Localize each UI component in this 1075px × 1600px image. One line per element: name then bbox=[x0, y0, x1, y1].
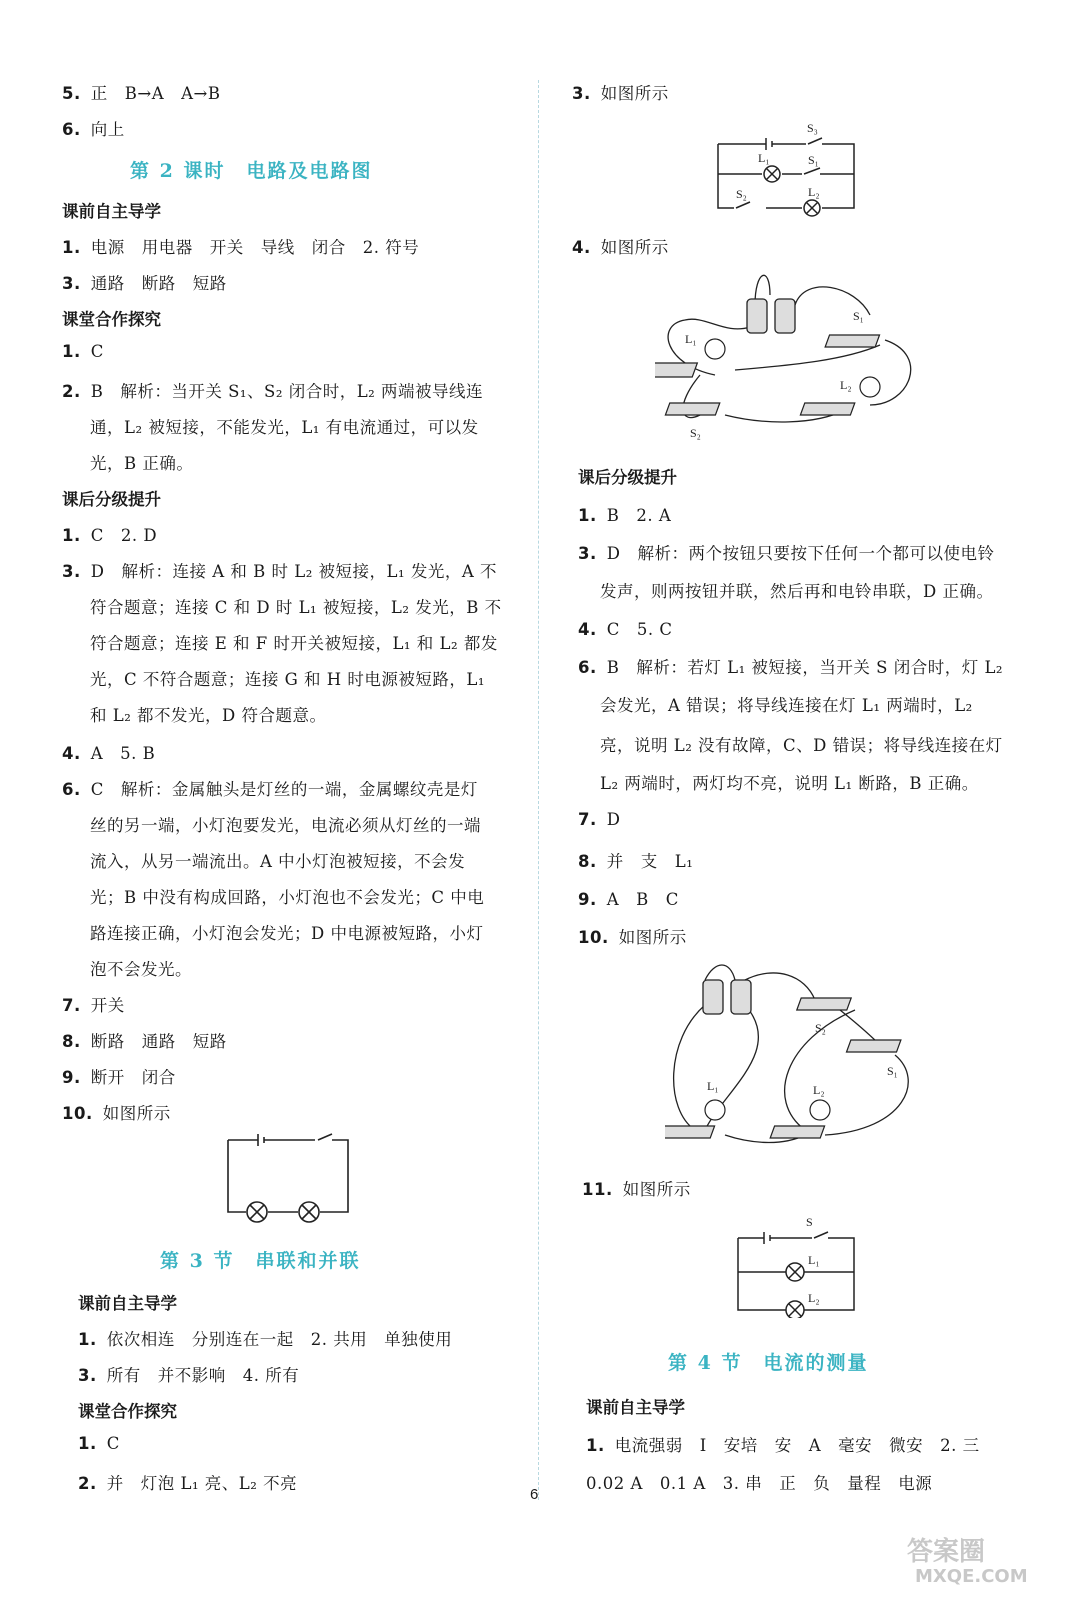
post-answer-3: 3. D 解析：连接 A 和 B 时 L₂ 被短接，L₁ 发光，A 不 bbox=[62, 562, 498, 581]
sec3-class-2: 2. 并 灯泡 L₁ 亮、L₂ 不亮 bbox=[78, 1474, 298, 1493]
post-answer-6-cont: 流入，从另一端流出。A 中小灯泡被短接，不会发 bbox=[90, 852, 466, 871]
label-s2: S₂ bbox=[690, 426, 701, 440]
label-s2: S₂ bbox=[736, 187, 747, 201]
class-answer-2-cont: 光，B 正确。 bbox=[90, 454, 194, 473]
pre-answer-3: 3. 通路 断路 短路 bbox=[62, 274, 227, 293]
post-answer-3-cont: 符合题意；连接 E 和 F 时开关被短接，L₁ 和 L₂ 都发 bbox=[90, 634, 498, 653]
heading-pre-study-4: 课前自主导学 bbox=[586, 1398, 685, 1417]
right-post-7: 7. D bbox=[578, 810, 621, 829]
label-l1: L₁ bbox=[758, 151, 770, 165]
right-post-6-cont: 会发光，A 错误；将导线连接在灯 L₁ 两端时，L₂ bbox=[600, 696, 973, 715]
post-answer-4: 4. A 5. B bbox=[62, 744, 156, 763]
heading-after-class-right: 课后分级提升 bbox=[578, 468, 677, 487]
post-answer-3-cont: 和 L₂ 都不发光，D 符合题意。 bbox=[90, 706, 327, 725]
post-answer-8: 8. 断路 通路 短路 bbox=[62, 1032, 227, 1051]
heading-pre-study-3: 课前自主导学 bbox=[78, 1294, 177, 1313]
svg-text:MXQE.COM: MXQE.COM bbox=[915, 1566, 1028, 1587]
label-s: S bbox=[806, 1215, 813, 1229]
right-post-10: 10. 如图所示 bbox=[578, 928, 687, 947]
post-answer-6-cont: 光；B 中没有构成回路，小灯泡也不会发光；C 中电 bbox=[90, 888, 485, 907]
right-post-6-cont: L₂ 两端时，两灯均不亮，说明 L₁ 断路，B 正确。 bbox=[600, 774, 979, 793]
sec3-answer-3: 3. 所有 并不影响 4. 所有 bbox=[78, 1366, 300, 1385]
circuit-diagram-answer-3 bbox=[710, 118, 870, 218]
sec4-answer-1-cont: 0.02 A 0.1 A 3. 串 正 负 量程 电源 bbox=[586, 1474, 933, 1493]
right-post-6-cont: 亮，说明 L₂ 没有故障，C、D 错误；将导线连接在灯 bbox=[600, 736, 1003, 755]
physical-circuit-answer-10 bbox=[665, 960, 925, 1150]
post-answer-1: 1. C 2. D bbox=[62, 526, 158, 545]
section-title-section3: 第 3 节 串联和并联 bbox=[160, 1250, 361, 1272]
class-answer-2-cont: 通，L₂ 被短接，不能发光，L₁ 有电流通过，可以发 bbox=[90, 418, 479, 437]
class-answer-1: 1. C bbox=[62, 342, 104, 361]
label-l2: L₂ bbox=[808, 1291, 820, 1305]
right-answer-4: 4. 如图所示 bbox=[572, 238, 669, 257]
answer-6: 6. 向上 bbox=[62, 120, 125, 139]
watermark-logo bbox=[897, 1528, 1057, 1588]
heading-after-class: 课后分级提升 bbox=[62, 490, 161, 509]
sec3-answer-1: 1. 依次相连 分别连在一起 2. 共用 单独使用 bbox=[78, 1330, 453, 1349]
label-s2: S₂ bbox=[815, 1021, 826, 1035]
right-post-9: 9. A B C bbox=[578, 890, 679, 909]
post-answer-3-cont: 符合题意；连接 C 和 D 时 L₁ 被短接，L₂ 发光，B 不 bbox=[90, 598, 502, 617]
post-answer-10: 10. 如图所示 bbox=[62, 1104, 171, 1123]
heading-pre-study: 课前自主导学 bbox=[62, 202, 161, 221]
pre-answer-1: 1. 电源 用电器 开关 导线 闭合 2. 符号 bbox=[62, 238, 420, 257]
sec4-answer-1: 1. 电流强弱 I 安培 安 A 毫安 微安 2. 三 bbox=[586, 1436, 980, 1455]
heading-class-explore-3: 课堂合作探究 bbox=[78, 1402, 177, 1421]
sec3-class-1: 1. C bbox=[78, 1434, 120, 1453]
post-answer-6-cont: 丝的另一端，小灯泡要发光，电流必须从灯丝的一端 bbox=[90, 816, 481, 835]
post-answer-3-cont: 光，C 不符合题意；连接 G 和 H 时电源被短路，L₁ bbox=[90, 670, 485, 689]
label-l1: L₁ bbox=[707, 1079, 719, 1093]
post-answer-9: 9. 断开 闭合 bbox=[62, 1068, 176, 1087]
label-l2: L₂ bbox=[840, 378, 852, 392]
post-answer-7: 7. 开关 bbox=[62, 996, 125, 1015]
label-s1: S₁ bbox=[887, 1064, 898, 1078]
label-s3: S₃ bbox=[807, 121, 818, 135]
page-number: 6 bbox=[530, 1486, 539, 1503]
circuit-diagram-series bbox=[220, 1130, 360, 1225]
right-post-4: 4. C 5. C bbox=[578, 620, 673, 639]
section-title-lesson2: 第 2 课时 电路及电路图 bbox=[130, 160, 373, 182]
right-post-1: 1. B 2. A bbox=[578, 506, 672, 525]
post-answer-6-cont: 路连接正确，小灯泡会发光；D 中电源被短路，小灯 bbox=[90, 924, 484, 943]
right-post-11: 11. 如图所示 bbox=[582, 1180, 691, 1199]
answer-5: 5. 正 B→A A→B bbox=[62, 84, 221, 103]
label-l1: L₁ bbox=[808, 1253, 820, 1267]
right-post-6: 6. B 解析：若灯 L₁ 被短接，当开关 S 闭合时，灯 L₂ bbox=[578, 658, 1004, 677]
physical-circuit-answer-4 bbox=[655, 265, 920, 445]
label-s1: S₁ bbox=[808, 153, 819, 167]
column-divider bbox=[538, 80, 539, 1500]
circuit-diagram-answer-11 bbox=[730, 1208, 865, 1318]
heading-class-explore: 课堂合作探究 bbox=[62, 310, 161, 329]
section-title-section4: 第 4 节 电流的测量 bbox=[668, 1352, 869, 1374]
label-l2: L₂ bbox=[813, 1083, 825, 1097]
label-l2: L₂ bbox=[808, 185, 820, 199]
right-post-3: 3. D 解析：两个按钮只要按下任何一个都可以使电铃 bbox=[578, 544, 995, 563]
svg-text:答案圈: 答案圈 bbox=[907, 1537, 986, 1567]
post-answer-6: 6. C 解析：金属触头是灯丝的一端，金属螺纹壳是灯 bbox=[62, 780, 478, 799]
label-l1: L₁ bbox=[685, 332, 697, 346]
right-post-8: 8. 并 支 L₁ bbox=[578, 852, 694, 871]
right-answer-3: 3. 如图所示 bbox=[572, 84, 669, 103]
label-s1: S₁ bbox=[853, 309, 864, 323]
class-answer-2: 2. B 解析：当开关 S₁、S₂ 闭合时，L₂ 两端被导线连 bbox=[62, 382, 484, 401]
right-post-3-cont: 发声，则两按钮并联，然后再和电铃串联，D 正确。 bbox=[600, 582, 994, 601]
post-answer-6-cont: 泡不会发光。 bbox=[90, 960, 192, 979]
